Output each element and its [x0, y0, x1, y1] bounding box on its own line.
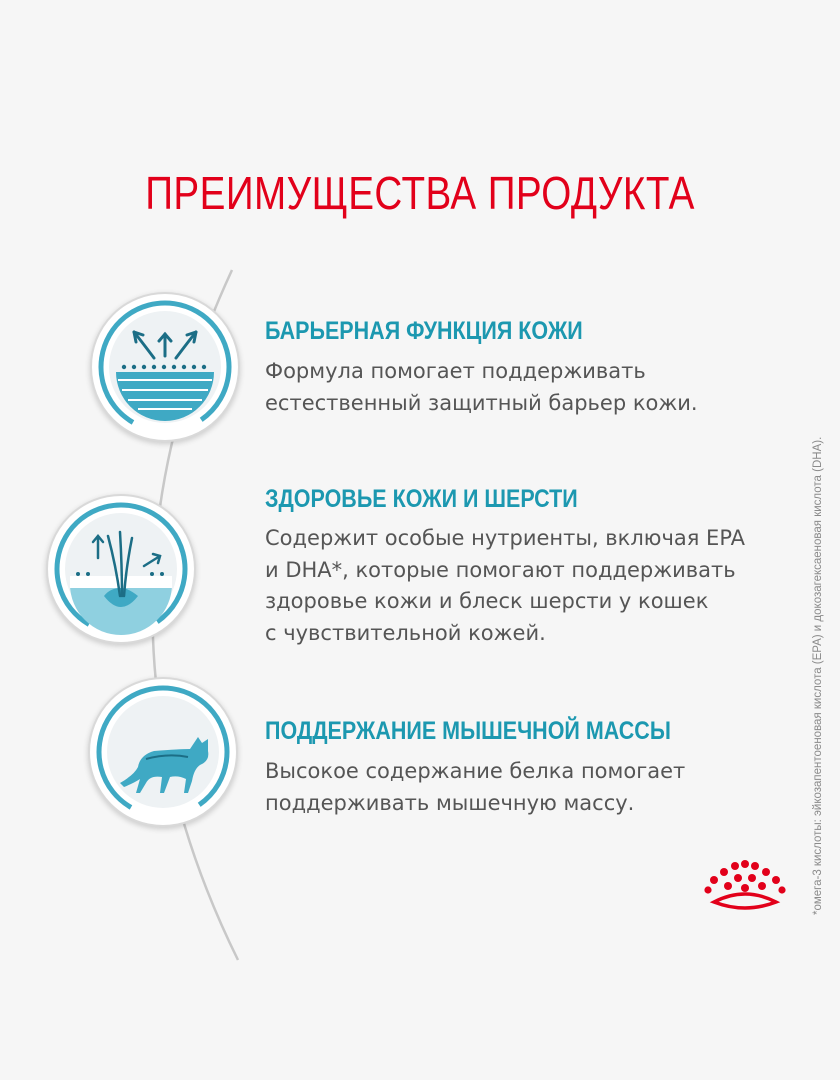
footnote: *омега-3 кислоты: эйкозапентоеновая кислота (EPA) и докозагексаеновая кислота (DHA). [812, 436, 824, 915]
benefit-title: ПОДДЕРЖАНИЕ МЫШЕЧНОЙ МАССЫ [265, 717, 671, 745]
hair-follicle-icon [46, 494, 196, 644]
benefit-title: БАРЬЕРНАЯ ФУНКЦИЯ КОЖИ [265, 317, 583, 345]
benefit-description: Формула помогает поддерживать естественный защитный барьер кожи. [265, 359, 698, 415]
page-title: ПРЕИМУЩЕСТВА ПРОДУКТА [145, 167, 695, 219]
benefit-description: Высокое содержание белка помогает поддерживать мышечную массу. [265, 759, 686, 815]
skin-barrier-icon [90, 292, 240, 442]
benefit-description: Содержит особые нутриенты, включая EPA и DHA*, которые помогают поддерживать здоровье кожи и блеск шерсти у кошек с чувствительной кожей. [265, 526, 746, 645]
benefit-title: ЗДОРОВЬЕ КОЖИ И ШЕРСТИ [265, 485, 578, 513]
cat-muscle-icon [88, 677, 238, 827]
royal-canin-crown-logo [700, 858, 790, 918]
